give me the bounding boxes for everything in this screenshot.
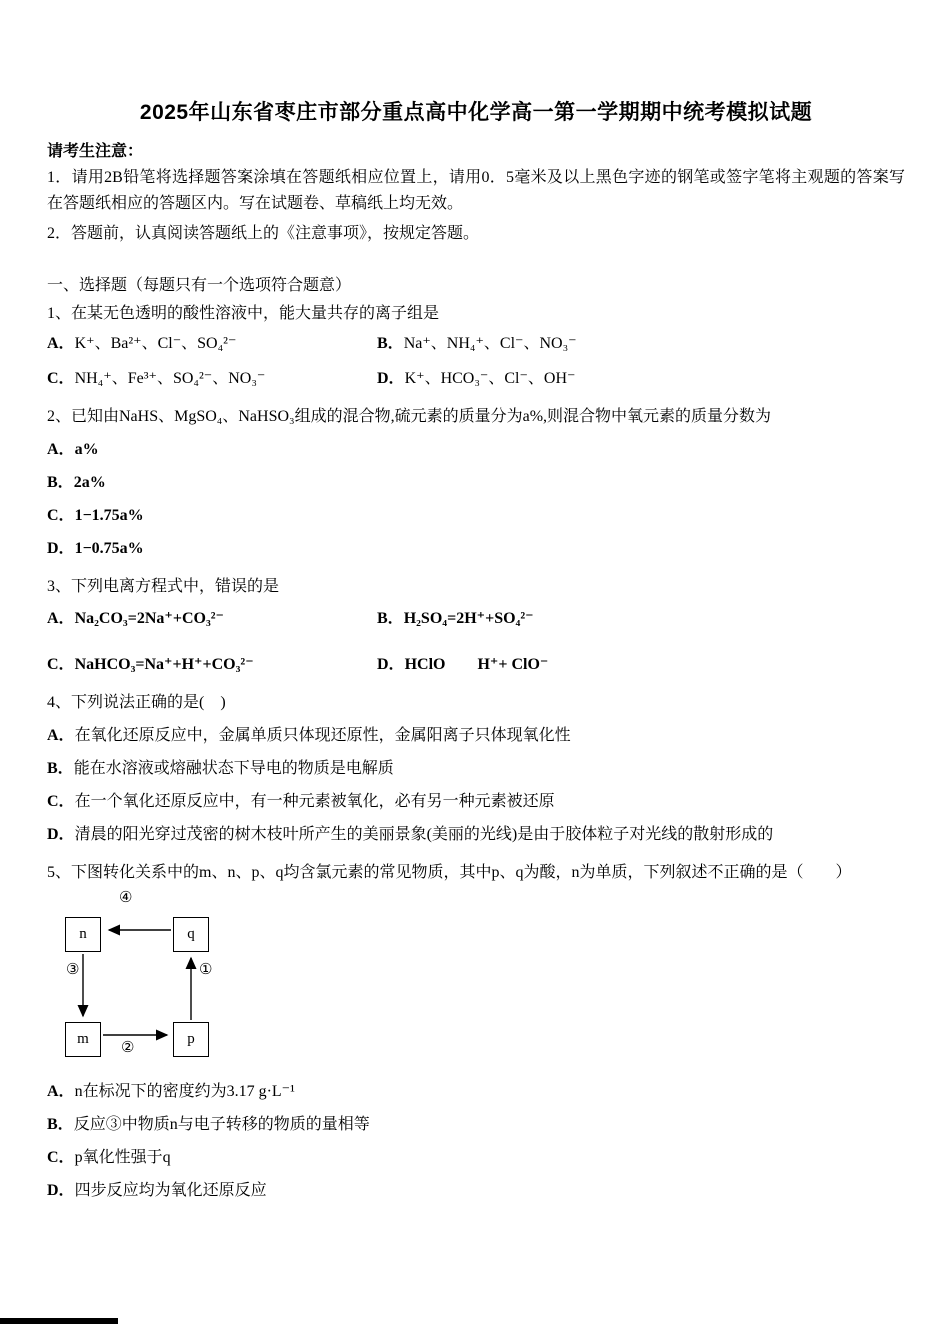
option-text: Na⁺、NH₄⁺、Cl⁻、NO₃⁻ xyxy=(403,335,577,352)
option-text: 能在水溶液或熔融状态下导电的物质是电解质 xyxy=(73,760,394,777)
option-text: p氧化性强于q xyxy=(74,1149,171,1166)
question-1-option-b xyxy=(377,331,905,357)
option-label: D． xyxy=(377,656,405,673)
option-label: A． xyxy=(47,1083,75,1100)
option-text: H₂SO₄=2H⁺+SO₄²⁻ xyxy=(403,610,534,627)
question-4 xyxy=(47,690,905,848)
diagram-step-4-label: ④ xyxy=(119,890,133,906)
diagram-box-n: n xyxy=(65,917,101,952)
option-label: B． xyxy=(47,474,74,491)
page-title: 2025年山东省枣庄市部分重点高中化学高一第一学期期中统考模拟试题 xyxy=(139,101,813,124)
question-2-option-b xyxy=(47,470,905,496)
question-1 xyxy=(47,301,905,392)
option-label: C． xyxy=(47,507,75,524)
question-3-option-c xyxy=(47,652,377,678)
option-label: B． xyxy=(47,760,74,777)
option-text: 四步反应均为氧化还原反应 xyxy=(74,1182,267,1199)
option-label: B． xyxy=(377,610,404,627)
question-3 xyxy=(47,574,905,678)
section-heading: 一、选择题（每题只有一个选项符合题意） xyxy=(47,277,352,294)
option-text: n在标况下的密度约为3.17 g·L⁻¹ xyxy=(74,1083,295,1100)
question-3-option-d xyxy=(377,652,905,678)
question-2-option-d xyxy=(47,536,905,562)
option-label: A． xyxy=(47,335,75,352)
question-5-option-c xyxy=(47,1145,905,1171)
question-5-option-d xyxy=(47,1178,905,1204)
question-5-option-b xyxy=(47,1112,905,1138)
question-2-option-c xyxy=(47,503,905,529)
option-label: C． xyxy=(47,370,75,387)
option-text: 清晨的阳光穿过茂密的树木枝叶所产生的美丽景象(美丽的光线)是由于胶体粒子对光线的散射形成的 xyxy=(74,826,774,843)
question-3-option-b xyxy=(377,606,905,632)
option-label: D． xyxy=(47,826,75,843)
notice-block xyxy=(47,139,905,247)
option-label: C． xyxy=(47,656,75,673)
option-text: 在氧化还原反应中，金属单质只体现还原性，金属阳离子只体现氧化性 xyxy=(74,727,571,744)
option-label: A． xyxy=(47,610,75,627)
option-text: a% xyxy=(74,441,99,458)
option-text: 1−1.75a% xyxy=(74,507,144,524)
option-label: D． xyxy=(47,540,75,557)
notice-item-2: 2．答题前，认真阅读答题纸上的《注意事项》，按规定答题。 xyxy=(47,225,480,242)
question-5-option-a xyxy=(47,1079,905,1105)
option-label: D． xyxy=(47,1182,75,1199)
option-text: NH₄⁺、Fe³⁺、SO₄²⁻、NO₃⁻ xyxy=(74,370,266,387)
option-text: HClO H⁺+ ClO⁻ xyxy=(404,656,549,673)
option-text: 2a% xyxy=(73,474,106,491)
question-1-option-c xyxy=(47,366,377,392)
question-4-option-d xyxy=(47,822,905,848)
option-label: A． xyxy=(47,441,75,458)
diagram-step-3-label: ③ xyxy=(66,962,80,978)
diagram-step-1-label: ① xyxy=(199,962,213,978)
question-5-stem: 5、下图转化关系中的m、n、p、q均含氯元素的常见物质，其中p、q为酸，n为单质，下列叙述不正确的是（ ） xyxy=(47,864,852,881)
option-text: NaHCO₃=Na⁺+H⁺+CO₃²⁻ xyxy=(74,656,254,673)
diagram-step-2-label: ② xyxy=(121,1040,135,1056)
option-text: 反应③中物质n与电子转移的物质的量相等 xyxy=(73,1116,370,1133)
option-text: K⁺、HCO₃⁻、Cl⁻、OH⁻ xyxy=(404,370,576,387)
conversion-diagram xyxy=(63,890,323,1065)
question-1-option-d xyxy=(377,366,905,392)
option-label: D． xyxy=(377,370,405,387)
notice-header: 请考生注意： xyxy=(47,143,144,160)
question-2 xyxy=(47,404,905,562)
question-1-stem: 1、在某无色透明的酸性溶液中，能大量共存的离子组是 xyxy=(47,305,440,322)
option-label: A． xyxy=(47,727,75,744)
question-1-option-a xyxy=(47,331,377,357)
option-label: B． xyxy=(47,1116,74,1133)
option-label: C． xyxy=(47,1149,75,1166)
question-1-options xyxy=(47,331,905,392)
question-2-stem: 2、已知由NaHS、MgSO₄、NaHSO₃组成的混合物,硫元素的质量分为a%,则混合物中氧元素的质量分数为 xyxy=(47,408,772,425)
option-text: Na₂CO₃=2Na⁺+CO₃²⁻ xyxy=(74,610,224,627)
question-3-options xyxy=(47,606,905,678)
option-label: C． xyxy=(47,793,75,810)
question-4-stem: 4、下列说法正确的是( ) xyxy=(47,694,226,711)
question-2-option-a xyxy=(47,437,905,463)
option-text: 1−0.75a% xyxy=(74,540,144,557)
page-edge-artifact xyxy=(0,1318,118,1324)
question-3-stem: 3、下列电离方程式中，错误的是 xyxy=(47,578,280,595)
question-2-options xyxy=(47,437,905,562)
option-text: K⁺、Ba²⁺、Cl⁻、SO₄²⁻ xyxy=(74,335,237,352)
notice-item-1: 1．请用2B铅笔将选择题答案涂填在答题纸相应位置上，请用0．5毫米及以上黑色字迹的钢笔或签字笔将主观题的答案写在答题纸相应的答题区内。写在试题卷、草稿纸上均无效。 xyxy=(47,169,905,212)
diagram-box-q: q xyxy=(173,917,209,952)
option-label: B． xyxy=(377,335,404,352)
diagram-box-m: m xyxy=(65,1022,101,1057)
question-4-options xyxy=(47,723,905,848)
diagram-box-p: p xyxy=(173,1022,209,1057)
question-5-options xyxy=(47,1079,905,1204)
question-4-option-c xyxy=(47,789,905,815)
question-4-option-b xyxy=(47,756,905,782)
option-text: 在一个氧化还原反应中，有一种元素被氧化，必有另一种元素被还原 xyxy=(74,793,555,810)
question-5 xyxy=(47,860,905,1204)
question-3-option-a xyxy=(47,606,377,632)
question-4-option-a xyxy=(47,723,905,749)
